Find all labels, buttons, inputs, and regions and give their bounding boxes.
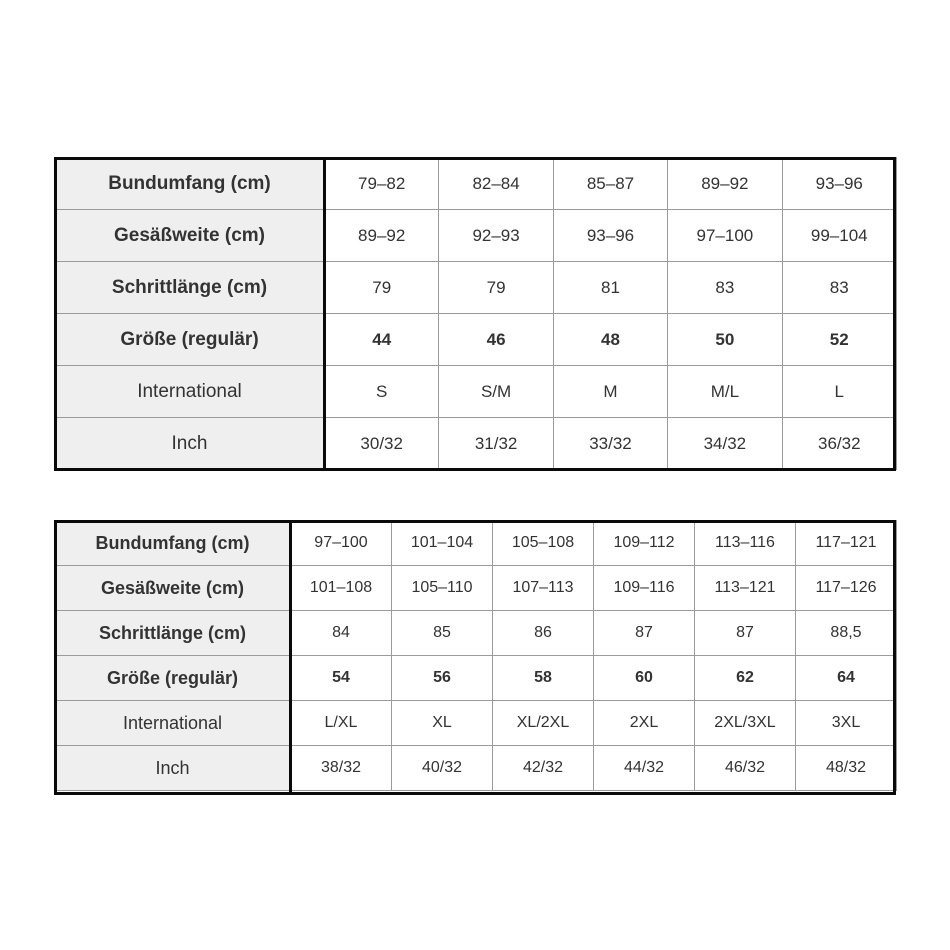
cell-value: 99–104: [782, 210, 896, 262]
cell-value-size: 64: [796, 656, 897, 701]
cell-value: 107–113: [493, 566, 594, 611]
cell-value: 117–121: [796, 521, 897, 566]
cell-value: 33/32: [553, 418, 667, 470]
cell-value: L: [782, 366, 896, 418]
cell-value: S: [325, 366, 439, 418]
cell-value: 109–116: [594, 566, 695, 611]
row-label-waist: Bundumfang (cm): [55, 158, 325, 210]
cell-value: 85: [392, 611, 493, 656]
cell-value-size: 60: [594, 656, 695, 701]
cell-value: 83: [668, 262, 782, 314]
row-label-inch: Inch: [55, 418, 325, 470]
cell-value: L/XL: [291, 701, 392, 746]
row-label-international: International: [55, 701, 291, 746]
cell-value: 93–96: [782, 158, 896, 210]
cell-value: XL: [392, 701, 493, 746]
cell-value: 44/32: [594, 746, 695, 791]
row-label-waist: Bundumfang (cm): [55, 521, 291, 566]
cell-value-size: 56: [392, 656, 493, 701]
table-row: [55, 158, 897, 210]
row-label-size: Größe (regulär): [55, 656, 291, 701]
cell-value: 40/32: [392, 746, 493, 791]
cell-value-size: 44: [325, 314, 439, 366]
cell-value: 105–110: [392, 566, 493, 611]
cell-value: 36/32: [782, 418, 896, 470]
cell-value: 85–87: [553, 158, 667, 210]
cell-value-size: 58: [493, 656, 594, 701]
cell-value: 88,5: [796, 611, 897, 656]
cell-value: 97–100: [668, 210, 782, 262]
table-row: [55, 701, 897, 746]
table-row: [55, 611, 897, 656]
row-label-hip: Gesäßweite (cm): [55, 566, 291, 611]
table-row: [55, 210, 897, 262]
cell-value: M: [553, 366, 667, 418]
cell-value: 89–92: [325, 210, 439, 262]
cell-value: 46/32: [695, 746, 796, 791]
table-row: [55, 418, 897, 470]
cell-value: 87: [594, 611, 695, 656]
cell-value: 105–108: [493, 521, 594, 566]
cell-value: 84: [291, 611, 392, 656]
cell-value: 89–92: [668, 158, 782, 210]
cell-value-size: 62: [695, 656, 796, 701]
table-row: [55, 656, 897, 701]
large-sizes-table: [54, 520, 897, 791]
cell-value: 97–100: [291, 521, 392, 566]
cell-value: 109–112: [594, 521, 695, 566]
cell-value: 101–104: [392, 521, 493, 566]
cell-value: 79–82: [325, 158, 439, 210]
cell-value: 38/32: [291, 746, 392, 791]
cell-value: 79: [439, 262, 553, 314]
cell-value-size: 50: [668, 314, 782, 366]
cell-value: 81: [553, 262, 667, 314]
table-row: [55, 566, 897, 611]
table-row: [55, 366, 897, 418]
cell-value: 113–116: [695, 521, 796, 566]
table-row: [55, 521, 897, 566]
cell-value: 79: [325, 262, 439, 314]
cell-value: 42/32: [493, 746, 594, 791]
row-label-inseam: Schrittlänge (cm): [55, 611, 291, 656]
regular-sizes-table: [54, 157, 897, 470]
cell-value-size: 54: [291, 656, 392, 701]
cell-value: 87: [695, 611, 796, 656]
cell-value: S/M: [439, 366, 553, 418]
cell-value: 30/32: [325, 418, 439, 470]
cell-value-size: 52: [782, 314, 896, 366]
cell-value: 82–84: [439, 158, 553, 210]
row-label-inch: Inch: [55, 746, 291, 791]
table-row: [55, 262, 897, 314]
row-label-size: Größe (regulär): [55, 314, 325, 366]
cell-value: 92–93: [439, 210, 553, 262]
cell-value: 3XL: [796, 701, 897, 746]
row-label-international: International: [55, 366, 325, 418]
cell-value: XL/2XL: [493, 701, 594, 746]
cell-value: 83: [782, 262, 896, 314]
cell-value-size: 48: [553, 314, 667, 366]
table-row: [55, 314, 897, 366]
row-label-inseam: Schrittlänge (cm): [55, 262, 325, 314]
cell-value: 86: [493, 611, 594, 656]
cell-value: 117–126: [796, 566, 897, 611]
cell-value: 2XL: [594, 701, 695, 746]
cell-value: 34/32: [668, 418, 782, 470]
cell-value: 2XL/3XL: [695, 701, 796, 746]
cell-value: 113–121: [695, 566, 796, 611]
row-label-hip: Gesäßweite (cm): [55, 210, 325, 262]
table-row: [55, 746, 897, 791]
cell-value: 93–96: [553, 210, 667, 262]
cell-value: 48/32: [796, 746, 897, 791]
cell-value: M/L: [668, 366, 782, 418]
cell-value-size: 46: [439, 314, 553, 366]
cell-value: 101–108: [291, 566, 392, 611]
cell-value: 31/32: [439, 418, 553, 470]
